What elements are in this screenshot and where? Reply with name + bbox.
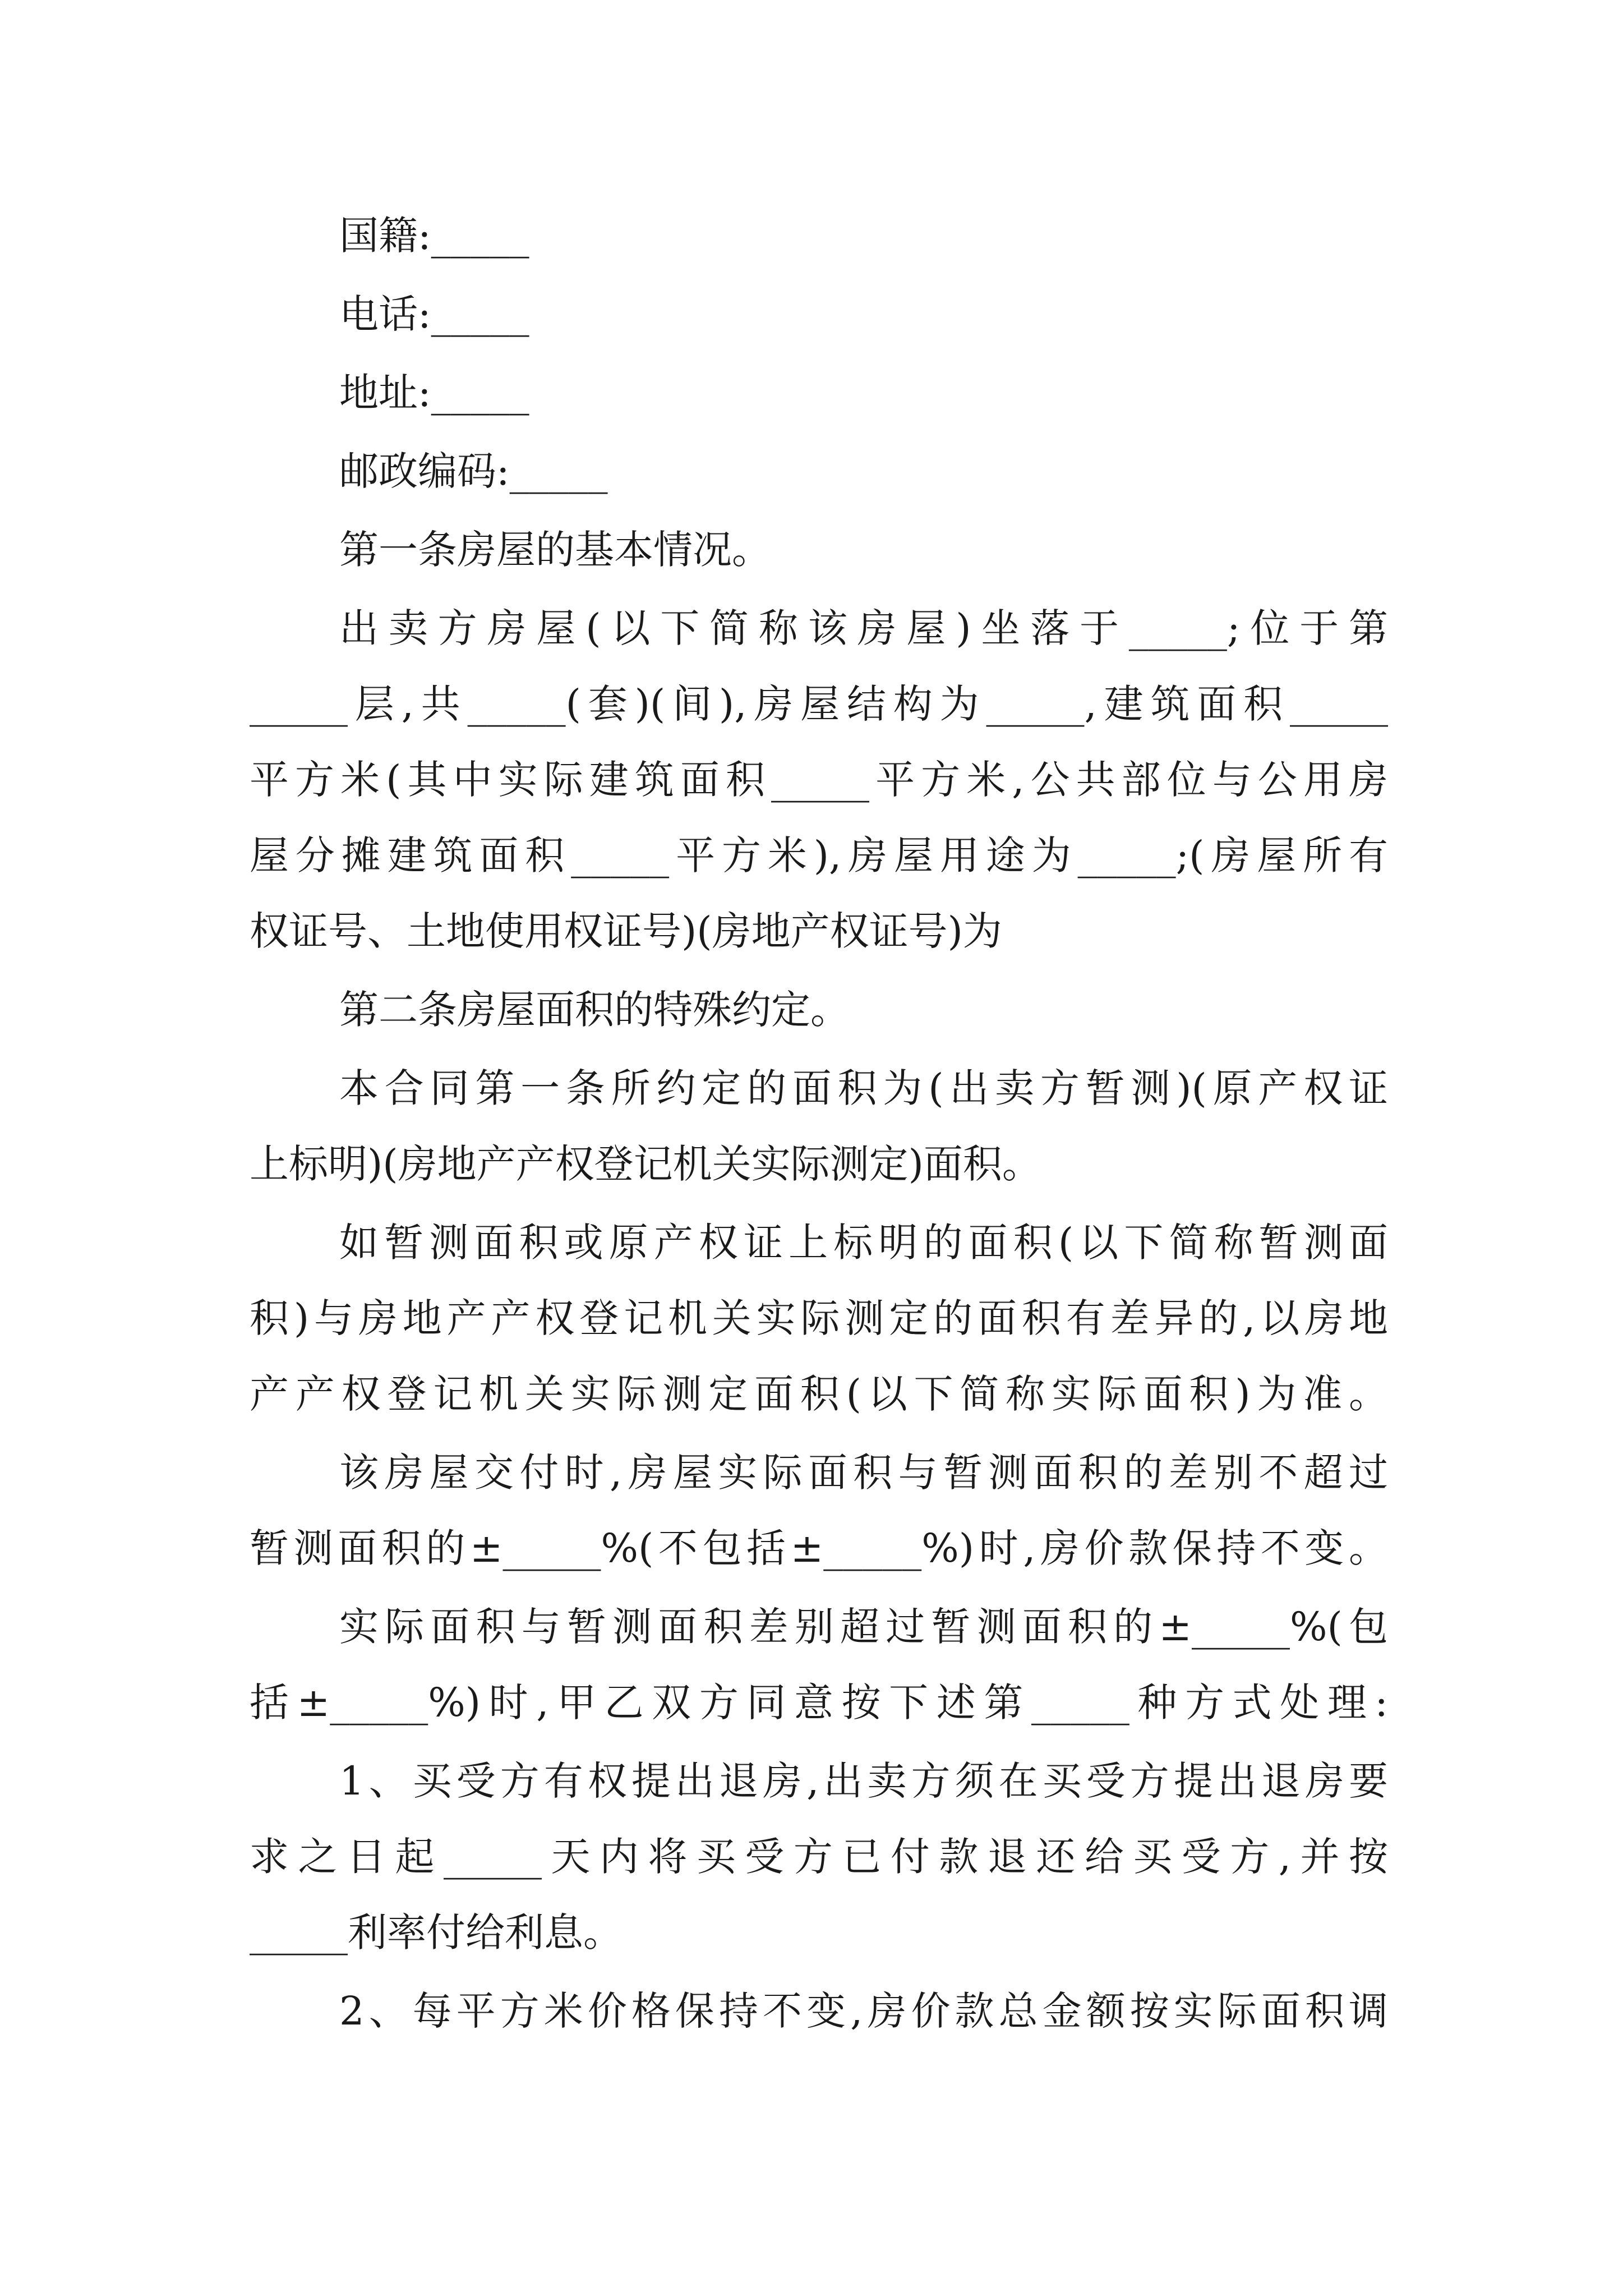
paragraph-line: 产产权登记机关实际测定面积(以下简称实际面积)为准。 bbox=[250, 1371, 1388, 1417]
paragraph-line: 求之日起_____天内将买受方已付款退还给买受方,并按 bbox=[250, 1834, 1388, 1880]
nationality-field: 国籍:_____ bbox=[339, 213, 529, 259]
paragraph-line: _____层,共_____(套)(间),房屋结构为_____,建筑面积_____ bbox=[250, 681, 1388, 727]
paragraph-line: 2、每平方米价格保持不变,房价款总金额按实际面积调 bbox=[339, 1988, 1388, 2034]
paragraph-line: 屋分摊建筑面积_____平方米),房屋用途为_____;(房屋所有 bbox=[250, 832, 1388, 878]
paragraph-line: 暂测面积的±_____%(不包括±_____%)时,房价款保持不变。 bbox=[250, 1525, 1388, 1571]
paragraph-line: 平方米(其中实际建筑面积_____平方米,公共部位与公用房 bbox=[250, 757, 1388, 803]
paragraph-line: 该房屋交付时,房屋实际面积与暂测面积的差别不超过 bbox=[339, 1450, 1388, 1496]
paragraph-line: 出卖方房屋(以下简称该房屋)坐落于_____;位于第 bbox=[339, 605, 1388, 651]
paragraph-line: 上标明)(房地产产权登记机关实际测定)面积。 bbox=[250, 1141, 1041, 1187]
paragraph-line: 1、买受方有权提出退房,出卖方须在买受方提出退房要 bbox=[339, 1758, 1388, 1804]
paragraph-line: 实际面积与暂测面积差别超过暂测面积的±_____%(包 bbox=[339, 1604, 1388, 1650]
paragraph-line: 本合同第一条所约定的面积为(出卖方暂测)(原产权证 bbox=[339, 1065, 1388, 1111]
paragraph-line: 权证号、土地使用权证号)(房地产权证号)为 bbox=[250, 908, 1002, 954]
article-2-heading: 第二条房屋面积的特殊约定。 bbox=[339, 987, 850, 1033]
postal-code-field: 邮政编码:_____ bbox=[339, 448, 608, 494]
paragraph-line: _____利率付给利息。 bbox=[250, 1910, 623, 1955]
phone-field: 电话:_____ bbox=[339, 291, 529, 337]
address-field: 地址:_____ bbox=[339, 370, 529, 416]
paragraph-line: 积)与房地产产权登记机关实际测定的面积有差异的,以房地 bbox=[250, 1295, 1388, 1341]
article-1-heading: 第一条房屋的基本情况。 bbox=[339, 527, 771, 573]
paragraph-line: 括±_____%)时,甲乙双方同意按下述第_____种方式处理: bbox=[250, 1680, 1388, 1726]
paragraph-line: 如暂测面积或原产权证上标明的面积(以下简称暂测面 bbox=[339, 1220, 1388, 1266]
